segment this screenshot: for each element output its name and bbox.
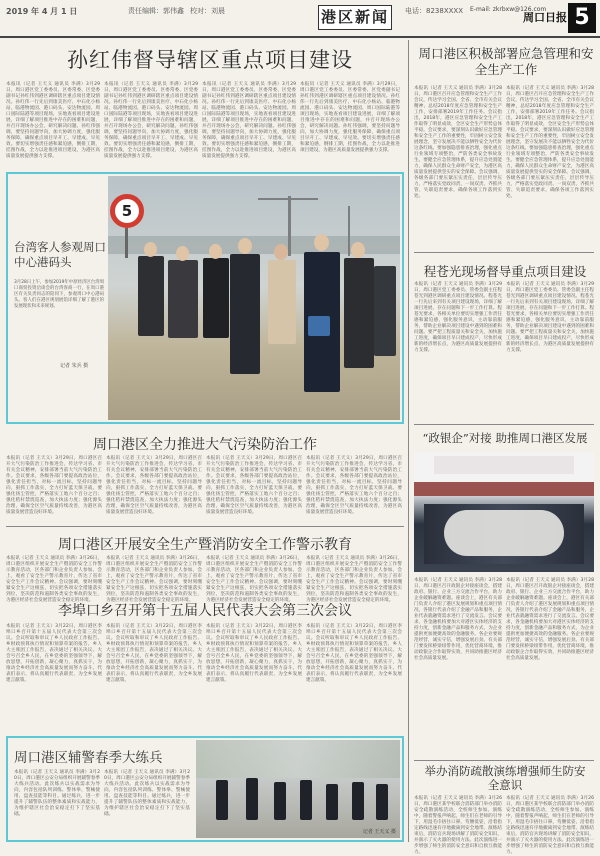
article-4-body-col4: 本报讯（记者 王天义 通讯员 李满）3月26日，周口港区组织开展安全生产暨消防安全工作警示教育活动，区各部门和企业负责人参加。会上，观看了安全生产警示教育片，传达了省市安全生产工作会议精神。会议强调，要时刻绷紧安全生产这根弦，切实把各项安全措施落实到位，坚决防范和遏制各类安全事故的发生，为港区经济社会发展营造安全稳定的环境。 (306, 556, 402, 603)
article-3-body-col2: 本报讯（记者 王天义）3月29日，周口港区召开大气污染防治工作推进会，传达学习省、市有关会议精神，安排部署当前大气污染防治工作。会议要求，各级各部门要提高政治站位，强化责任担当，对标一流目标，坚持问题导向，狠抓工作落实，全力打好蓝天保卫战。要强化扬尘管控，严格落实工地六个百分之百；强化秸秆禁烧巡查，加大执法力度；强化源头治理，确保全区空气质量持续改善，为港区高质量发展营造良好环境。 (106, 456, 202, 515)
police-drill-photo (196, 740, 400, 838)
article-8-body-col2: 本报讯（记者 王天义 通讯员 李满）3月29日，周口港区党工委委员、管委会副主任程苍光到港区调研重点项目建设情况。程苍光一行先后来到有关项目建设现场，详细了解项目进展、存在问题和下一步工作打算。程苍光要求，各相关单位要切实增强工作责任感和紧迫感，强化服务意识，主动靠前服务，帮助企业解决项目建设中遇到的困难和问题。要严把工程质量关和安全关，加快施工进度，确保项目早日建成投产，尽快形成新的经济增长点，为港区高质量发展提供有力支撑。 (506, 282, 594, 353)
port-visit-photo (108, 176, 400, 420)
article-6-body-col2: 本报讯（记者 王天义 通讯员 李满）3月20日，周口港区公安分局组织开展辅警春季大练兵活动。此次练兵以实战需求为导向，内容包括队列训练、警体拳、警械使用、盘查技能等科目。通过练兵，进一步提升了辅警队伍的整体素质和实战能力，为维护辖区社会治安稳定打下了坚实基础。 (104, 770, 190, 817)
article-6-body-col1: 本报讯（记者 王天义 通讯员 李满）3月20日，周口港区公安分局组织开展辅警春季大练兵活动。此次练兵以实战需求为导向，内容包括队列训练、警体拳、警械使用、盘查技能等科目。通过练兵，进一步提升了辅警队伍的整体素质和实战能力，为维护辖区社会治安稳定打下了坚实基础。 (14, 770, 100, 817)
article-3-body-col1: 本报讯（记者 王天义）3月29日，周口港区召开大气污染防治工作推进会，传达学习省、市有关会议精神，安排部署当前大气污染防治工作。会议要求，各级各部门要提高政治站位，强化责任担当，对标一流目标，坚持问题导向，狠抓工作落实，全力打好蓝天保卫战。要强化扬尘管控，严格落实工地六个百分之百；强化秸秆禁烧巡查，加大执法力度；强化源头治理，确保全区空气质量持续改善，为港区高质量发展营造良好环境。 (6, 456, 102, 515)
divider-line (414, 760, 594, 761)
section-title: 港区新闻 (318, 5, 392, 30)
proofreader-credit: 校对：刘晨 (190, 7, 225, 15)
article-10-body-col1: 本报讯（记者 王天义 通讯员 李满）3月26日，周口港区某学校联合消防部门举办消防安全疏散演练活动，全校师生参加。演练中，随着警报声响起，师生们在老师的引导下，用湿毛巾捂住口鼻，弯腰低姿，沿着指定路线迅速有序地撤离到安全地带。演练结束后，消防官兵现场讲解了消防安全知识，并演示了灭火器的使用方法。此次演练进一步增强了师生的消防安全意识和自救互救能力。 (414, 796, 502, 855)
article-3-body-col4: 本报讯（记者 王天义）3月29日，周口港区召开大气污染防治工作推进会，传达学习省、市有关会议精神，安排部署当前大气污染防治工作。会议要求，各级各部门要提高政治站位，强化责任担当，对标一流目标，坚持问题导向，狠抓工作落实，全力打好蓝天保卫战。要强化扬尘管控，严格落实工地六个百分之百；强化秸秆禁烧巡查，加大执法力度；强化源头治理，确保全区空气质量持续改善，为港区高质量发展营造良好环境。 (306, 456, 402, 515)
speed-limit-sign: 5 (110, 194, 144, 228)
article-3-headline: 周口港区全力推进大气污染防治工作 (93, 437, 317, 453)
article-7-body-col2: 本报讯（记者 王天义 通讯员 李满）3月28日，周口港区召开应急管理和安全生产工作会议，传达学习全国、全省、全市有关会议精神，总结2018年度应急管理和安全生产工作，安排部署2019年工作任务。会议指出，2018年，港区应急管理和安全生产工作取得了明显成效，全区安全生产形势总体平稳。会议要求，要深刻认识做好应急管理和安全生产工作的重要性，牢固树立安全发展理念，坚守发展决不能以牺牲安全为代价这条红线。要加强隐患排查治理，强化重点行业领域专项整治，严防各类安全事故发生。要健全应急管理体系，提升应急处置能力，确保人民群众生命财产安全，为港区高质量发展提供坚实的安全保障。会议强调，各级各部门要压紧压实责任，层层传导压力，严格落实党政同责、一岗双责、齐抓共管、失职追责要求，确保各项工作落到实处。 (506, 86, 594, 199)
page-header (0, 0, 600, 38)
article-9-body-col2: 本报讯（记者 王天义 通讯员 李满）3月28日，周口港区召开政银企对接座谈会，搭建政府、银行、企业三方交流合作平台，助力企业破解融资难题。座谈会上，港区有关部门负责人介绍了港区发展规划和重点项目情况，各银行代表介绍了金融产品和服务，企业代表就融资需求进行了交流发言。会议要求，各金融机构要加大对港区实体经济的支持力度，创新金融产品和服务方式，为企业提供更加便捷高效的金融服务。各企业要规范经营，诚实守信，增强发展后劲。有关部门要发挥桥梁纽带作用，优化营商环境，推动政银企合作取得实效，共同助推港区经济社会高质量发展。 (506, 578, 594, 661)
article-2-photo-credit: 记者 朱兵 摄 (60, 363, 89, 369)
article-5-body-col4: 本报讯（记者 王天义）3月22日，周口港区李埠口乡召开第十五届人民代表大会第三次会议。会议听取和审议了乡人民政府工作报告、乡财政预算执行情况和预算草案的报告、乡人大主席团工作报告，表决通过了相关决议。大会号召全乡人民，在乡党委的坚强领导下，解放思想，开拓创新，凝心聚力，真抓实干，为推动全乡经济社会高质量发展而努力奋斗。代表们表示，将认真履行代表职责，为全乡发展建言献策。 (306, 624, 402, 683)
phone-number: 电话：8238XXXX (405, 7, 463, 15)
article-1-body-col2: 本报讯（记者 王天义 通讯员 李满）3月29日，周口港区党工委委员、区委常委、区党委副书记孙红伟到港区调研辖区重点项目建设情况。孙红伟一行先后到康美医疗、中石化小杨站、临港物流园、港口码头、安达物流园、周口国际陆港等项目现场，实地查看项目建设进展，详细了解项目推进中存在的困难和问题，并召开现场办公会，研究解决问题。孙红伟强调，要坚持问题导向，加大协调力度，强化服务保障，确保重点项目早开工、早建成、早见效。要切实增强责任感和紧迫感，倒排工期，挂图作战，全力以赴推进项目建设，为港区高质量发展提供强力支撑。 (104, 82, 198, 159)
article-4-body-col1: 本报讯（记者 王天义 通讯员 李满）3月26日，周口港区组织开展安全生产暨消防安全工作警示教育活动，区各部门和企业负责人参加。会上，观看了安全生产警示教育片，传达了省市安全生产工作会议精神。会议强调，要时刻绷紧安全生产这根弦，切实把各项安全措施落实到位，坚决防范和遏制各类安全事故的发生，为港区经济社会发展营造安全稳定的环境。 (6, 556, 102, 603)
article-1-body-col4: 本报讯（记者 王天义 通讯员 李满）3月29日，周口港区党工委委员、区委常委、区党委副书记孙红伟到港区调研辖区重点项目建设情况。孙红伟一行先后到康美医疗、中石化小杨站、临港物流园、港口码头、安达物流园、周口国际陆港等项目现场，实地查看项目建设进展，详细了解项目推进中存在的困难和问题，并召开现场办公会，研究解决问题。孙红伟强调，要坚持问题导向，加大协调力度，强化服务保障，确保重点项目早开工、早建成、早见效。要切实增强责任感和紧迫感，倒排工期，挂图作战，全力以赴推进项目建设，为港区高质量发展提供强力支撑。 (300, 82, 400, 153)
article-10-body-col2: 本报讯（记者 王天义 通讯员 李满）3月26日，周口港区某学校联合消防部门举办消防安全疏散演练活动，全校师生参加。演练中，随着警报声响起，师生们在老师的引导下，用湿毛巾捂住口鼻，弯腰低姿，沿着指定路线迅速有序地撤离到安全地带。演练结束后，消防官兵现场讲解了消防安全知识，并演示了灭火器的使用方法。此次演练进一步增强了师生的消防安全意识和自救互救能力。 (506, 796, 594, 855)
page-number: 5 (568, 3, 596, 33)
article-2-body: 3月28日上午，参加2019年中原经济区台湾周口商贸投资洽谈会的台湾客商一行，在周口港区有关负责同志的陪同下，参观周口中心港码头。客人们在港区规划展馆详细了解了港区的发展现状和未来规划。 (14, 280, 104, 309)
editor-credit: 责任编辑：郭伟鑫 (128, 7, 184, 15)
article-4-body-col2: 本报讯（记者 王天义 通讯员 李满）3月26日，周口港区组织开展安全生产暨消防安全工作警示教育活动，区各部门和企业负责人参加。会上，观看了安全生产警示教育片，传达了省市安全生产工作会议精神。会议强调，要时刻绷紧安全生产这根弦，切实把各项安全措施落实到位，坚决防范和遏制各类安全事故的发生，为港区经济社会发展营造安全稳定的环境。 (106, 556, 202, 603)
article-5-body-col3: 本报讯（记者 王天义）3月22日，周口港区李埠口乡召开第十五届人民代表大会第三次会议。会议听取和审议了乡人民政府工作报告、乡财政预算执行情况和预算草案的报告、乡人大主席团工作报告，表决通过了相关决议。大会号召全乡人民，在乡党委的坚强领导下，解放思想，开拓创新，凝心聚力，真抓实干，为推动全乡经济社会高质量发展而努力奋斗。代表们表示，将认真履行代表职责，为全乡发展建言献策。 (206, 624, 302, 683)
divider-line (414, 252, 594, 253)
article-10-headline: 举办消防疏散演练增强师生防安全意识 (424, 764, 586, 792)
article-5-body-col1: 本报讯（记者 王天义）3月22日，周口港区李埠口乡召开第十五届人民代表大会第三次会议。会议听取和审议了乡人民政府工作报告、乡财政预算执行情况和预算草案的报告、乡人大主席团工作报告，表决通过了相关决议。大会号召全乡人民，在乡党委的坚强领导下，解放思想，开拓创新，凝心聚力，真抓实干，为推动全乡经济社会高质量发展而努力奋斗。代表们表示，将认真履行代表职责，为全乡发展建言献策。 (6, 624, 102, 683)
meeting-photo (414, 452, 594, 572)
email-address: E-mail: zkrbxw@126.com (470, 6, 547, 13)
issue-date: 2019 年 4 月 1 日 (6, 7, 78, 16)
article-7-headline: 周口港区积极部署应急管理和安全生产工作 (418, 46, 594, 77)
article-6-photo-credit: 记者 王天义 摄 (362, 829, 396, 835)
article-4-headline: 周口港区开展安全生产暨消防安全工作警示教育 (58, 537, 352, 553)
article-8-body-col1: 本报讯（记者 王天义 通讯员 李满）3月29日，周口港区党工委委员、管委会副主任程苍光到港区调研重点项目建设情况。程苍光一行先后来到有关项目建设现场，详细了解项目进展、存在问题和下一步工作打算。程苍光要求，各相关单位要切实增强工作责任感和紧迫感，强化服务意识，主动靠前服务，帮助企业解决项目建设中遇到的困难和问题。要严把工程质量关和安全关，加快施工进度，确保项目早日建成投产，尽快形成新的经济增长点，为港区高质量发展提供有力支撑。 (414, 282, 502, 353)
article-5-headline: 李埠口乡召开第十五届人民代表大会第三次会议 (58, 603, 352, 619)
article-8-headline: 程苍光现场督导重点项目建设 (423, 264, 587, 279)
article-1-body-col3: 本报讯（记者 王天义 通讯员 李满）3月29日，周口港区党工委委员、区委常委、区党委副书记孙红伟到港区调研辖区重点项目建设情况。孙红伟一行先后到康美医疗、中石化小杨站、临港物流园、港口码头、安达物流园、周口国际陆港等项目现场，实地查看项目建设进展，详细了解项目推进中存在的困难和问题，并召开现场办公会，研究解决问题。孙红伟强调，要坚持问题导向，加大协调力度，强化服务保障，确保重点项目早开工、早建成、早见效。要切实增强责任感和紧迫感，倒排工期，挂图作战，全力以赴推进项目建设，为港区高质量发展提供强力支撑。 (202, 82, 296, 159)
article-6-headline: 周口港区辅警春季大练兵 (14, 750, 163, 766)
article-5-body-col2: 本报讯（记者 王天义）3月22日，周口港区李埠口乡召开第十五届人民代表大会第三次会议。会议听取和审议了乡人民政府工作报告、乡财政预算执行情况和预算草案的报告、乡人大主席团工作报告，表决通过了相关决议。大会号召全乡人民，在乡党委的坚强领导下，解放思想，开拓创新，凝心聚力，真抓实干，为推动全乡经济社会高质量发展而努力奋斗。代表们表示，将认真履行代表职责，为全乡发展建言献策。 (106, 624, 202, 683)
divider-line (414, 424, 594, 425)
column-divider (408, 40, 409, 842)
article-1-headline: 孙红伟督导辖区重点项目建设 (67, 48, 353, 72)
newspaper-logo: 周口日报 (523, 11, 567, 24)
article-9-body-col1: 本报讯（记者 王天义 通讯员 李满）3月28日，周口港区召开政银企对接座谈会，搭建政府、银行、企业三方交流合作平台，助力企业破解融资难题。座谈会上，港区有关部门负责人介绍了港区发展规划和重点项目情况，各银行代表介绍了金融产品和服务，企业代表就融资需求进行了交流发言。会议要求，各金融机构要加大对港区实体经济的支持力度，创新金融产品和服务方式，为企业提供更加便捷高效的金融服务。各企业要规范经营，诚实守信，增强发展后劲。有关部门要发挥桥梁纽带作用，优化营商环境，推动政银企合作取得实效，共同助推港区经济社会高质量发展。 (414, 578, 502, 661)
divider-line (6, 526, 404, 527)
article-2-headline: 台湾客人参观周口中心港码头 (14, 240, 106, 269)
article-7-body-col1: 本报讯（记者 王天义 通讯员 李满）3月28日，周口港区召开应急管理和安全生产工作会议，传达学习全国、全省、全市有关会议精神，总结2018年度应急管理和安全生产工作，安排部署2019年工作任务。会议指出，2018年，港区应急管理和安全生产工作取得了明显成效，全区安全生产形势总体平稳。会议要求，要深刻认识做好应急管理和安全生产工作的重要性，牢固树立安全发展理念，坚守发展决不能以牺牲安全为代价这条红线。要加强隐患排查治理，强化重点行业领域专项整治，严防各类安全事故发生。要健全应急管理体系，提升应急处置能力，确保人民群众生命财产安全，为港区高质量发展提供坚实的安全保障。会议强调，各级各部门要压紧压实责任，层层传导压力，严格落实党政同责、一岗双责、齐抓共管、失职追责要求，确保各项工作落到实处。 (414, 86, 502, 199)
article-1-body-col1: 本报讯（记者 王天义 通讯员 李满）3月29日，周口港区党工委委员、区委常委、区党委副书记孙红伟到港区调研辖区重点项目建设情况。孙红伟一行先后到康美医疗、中石化小杨站、临港物流园、港口码头、安达物流园、周口国际陆港等项目现场，实地查看项目建设进展，详细了解项目推进中存在的困难和问题，并召开现场办公会，研究解决问题。孙红伟强调，要坚持问题导向，加大协调力度，强化服务保障，确保重点项目早开工、早建成、早见效。要切实增强责任感和紧迫感，倒排工期，挂图作战，全力以赴推进项目建设，为港区高质量发展提供强力支撑。 (6, 82, 100, 159)
article-4-body-col3: 本报讯（记者 王天义 通讯员 李满）3月26日，周口港区组织开展安全生产暨消防安全工作警示教育活动，区各部门和企业负责人参加。会上，观看了安全生产警示教育片，传达了省市安全生产工作会议精神。会议强调，要时刻绷紧安全生产这根弦，切实把各项安全措施落实到位，坚决防范和遏制各类安全事故的发生，为港区经济社会发展营造安全稳定的环境。 (206, 556, 302, 603)
article-9-headline: “政银企”对接 助推周口港区发展 (422, 431, 588, 445)
article-3-body-col3: 本报讯（记者 王天义）3月29日，周口港区召开大气污染防治工作推进会，传达学习省、市有关会议精神，安排部署当前大气污染防治工作。会议要求，各级各部门要提高政治站位，强化责任担当，对标一流目标，坚持问题导向，狠抓工作落实，全力打好蓝天保卫战。要强化扬尘管控，严格落实工地六个百分之百；强化秸秆禁烧巡查，加大执法力度；强化源头治理，确保全区空气质量持续改善，为港区高质量发展营造良好环境。 (206, 456, 302, 515)
